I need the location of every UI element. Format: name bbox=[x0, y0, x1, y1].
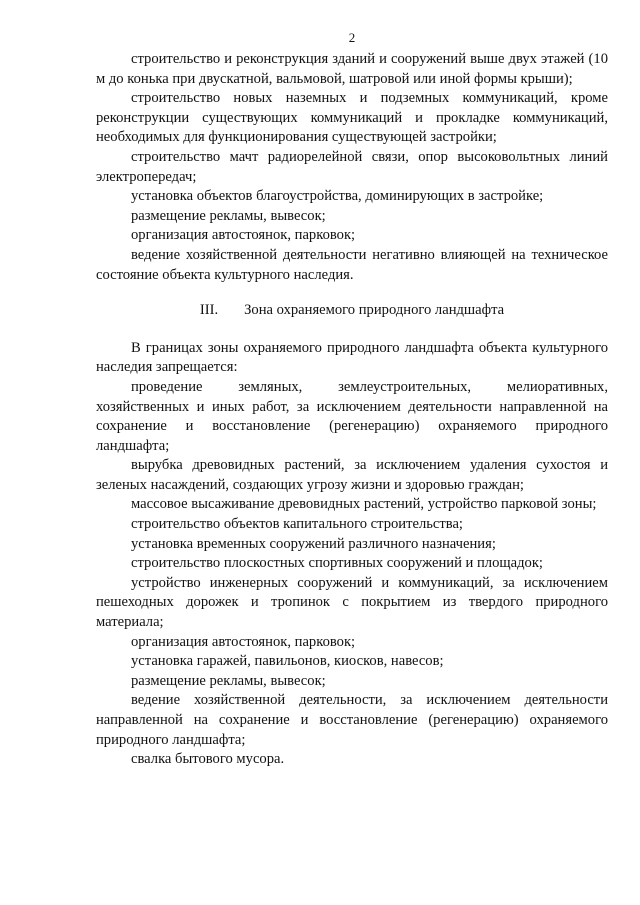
list-item: свалка бытового мусора. bbox=[131, 751, 285, 768]
section-3-list bbox=[96, 339, 608, 770]
list-item: строительство мачт радиорелейной связи, опор высоковольтных линий электропередач; bbox=[96, 148, 608, 185]
list-item: строительство новых наземных и подземных коммуникаций, кроме реконструкции существующих коммуникаций и прокладке коммуникаций, необходимых для функционирования существующей застройки; bbox=[96, 90, 608, 146]
list-item: установка временных сооружений различного назначения; bbox=[131, 535, 496, 552]
list-item: строительство плоскостных спортивных сооружений и площадок; bbox=[131, 555, 543, 572]
list-item: установка объектов благоустройства, доминирующих в застройке; bbox=[131, 188, 544, 205]
section-intro: В границах зоны охраняемого природного ландшафта объекта культурного наследия запрещается: bbox=[96, 339, 608, 376]
page-number: 2 bbox=[348, 30, 356, 45]
list-item: ведение хозяйственной деятельности, за исключением деятельности направленной на сохранение и восстановление (регенерацию) охраняемого природного ландшафта; bbox=[96, 692, 608, 748]
section-1-list bbox=[96, 50, 608, 285]
list-item: строительство и реконструкция зданий и сооружений выше двух этажей (10 м до конька при двускатной, вальмовой, шатровой или иной формы крыши); bbox=[96, 51, 608, 87]
list-item: установка гаражей, павильонов, киосков, навесов; bbox=[131, 653, 444, 670]
list-item: строительство объектов капитального строительства; bbox=[131, 516, 463, 533]
list-item: размещение рекламы, вывесок; bbox=[131, 207, 326, 224]
document-page bbox=[96, 30, 608, 770]
section-numeral: III. bbox=[199, 302, 219, 319]
list-item: организация автостоянок, парковок; bbox=[131, 633, 356, 650]
list-item: проведение земляных, землеустроительных, мелиоративных, хозяйственных и иных работ, за исключением деятельности направленной на сохранение и восстановление (регенерацию) охраняемого природного ландшафта; bbox=[96, 378, 608, 454]
list-item: устройство инженерных сооружений и коммуникаций, за исключением пешеходных дорожек и тропинок с покрытием из твердого природного материала; bbox=[96, 574, 608, 631]
section-3-heading bbox=[96, 301, 608, 321]
section-title: Зона охраняемого природного ландшафта bbox=[244, 302, 505, 319]
list-item: организация автостоянок, парковок; bbox=[131, 227, 356, 244]
list-item: размещение рекламы, вывесок; bbox=[131, 672, 326, 689]
list-item: вырубка древовидных растений, за исключением удаления сухостоя и зеленых насаждений, создающих угрозу жизни и здоровью граждан; bbox=[96, 457, 608, 493]
list-item: массовое высаживание древовидных растений, устройство парковой зоны; bbox=[131, 496, 597, 513]
list-item: ведение хозяйственной деятельности негативно влияющей на техническое состояние объекта культурного наследия. bbox=[96, 246, 608, 283]
